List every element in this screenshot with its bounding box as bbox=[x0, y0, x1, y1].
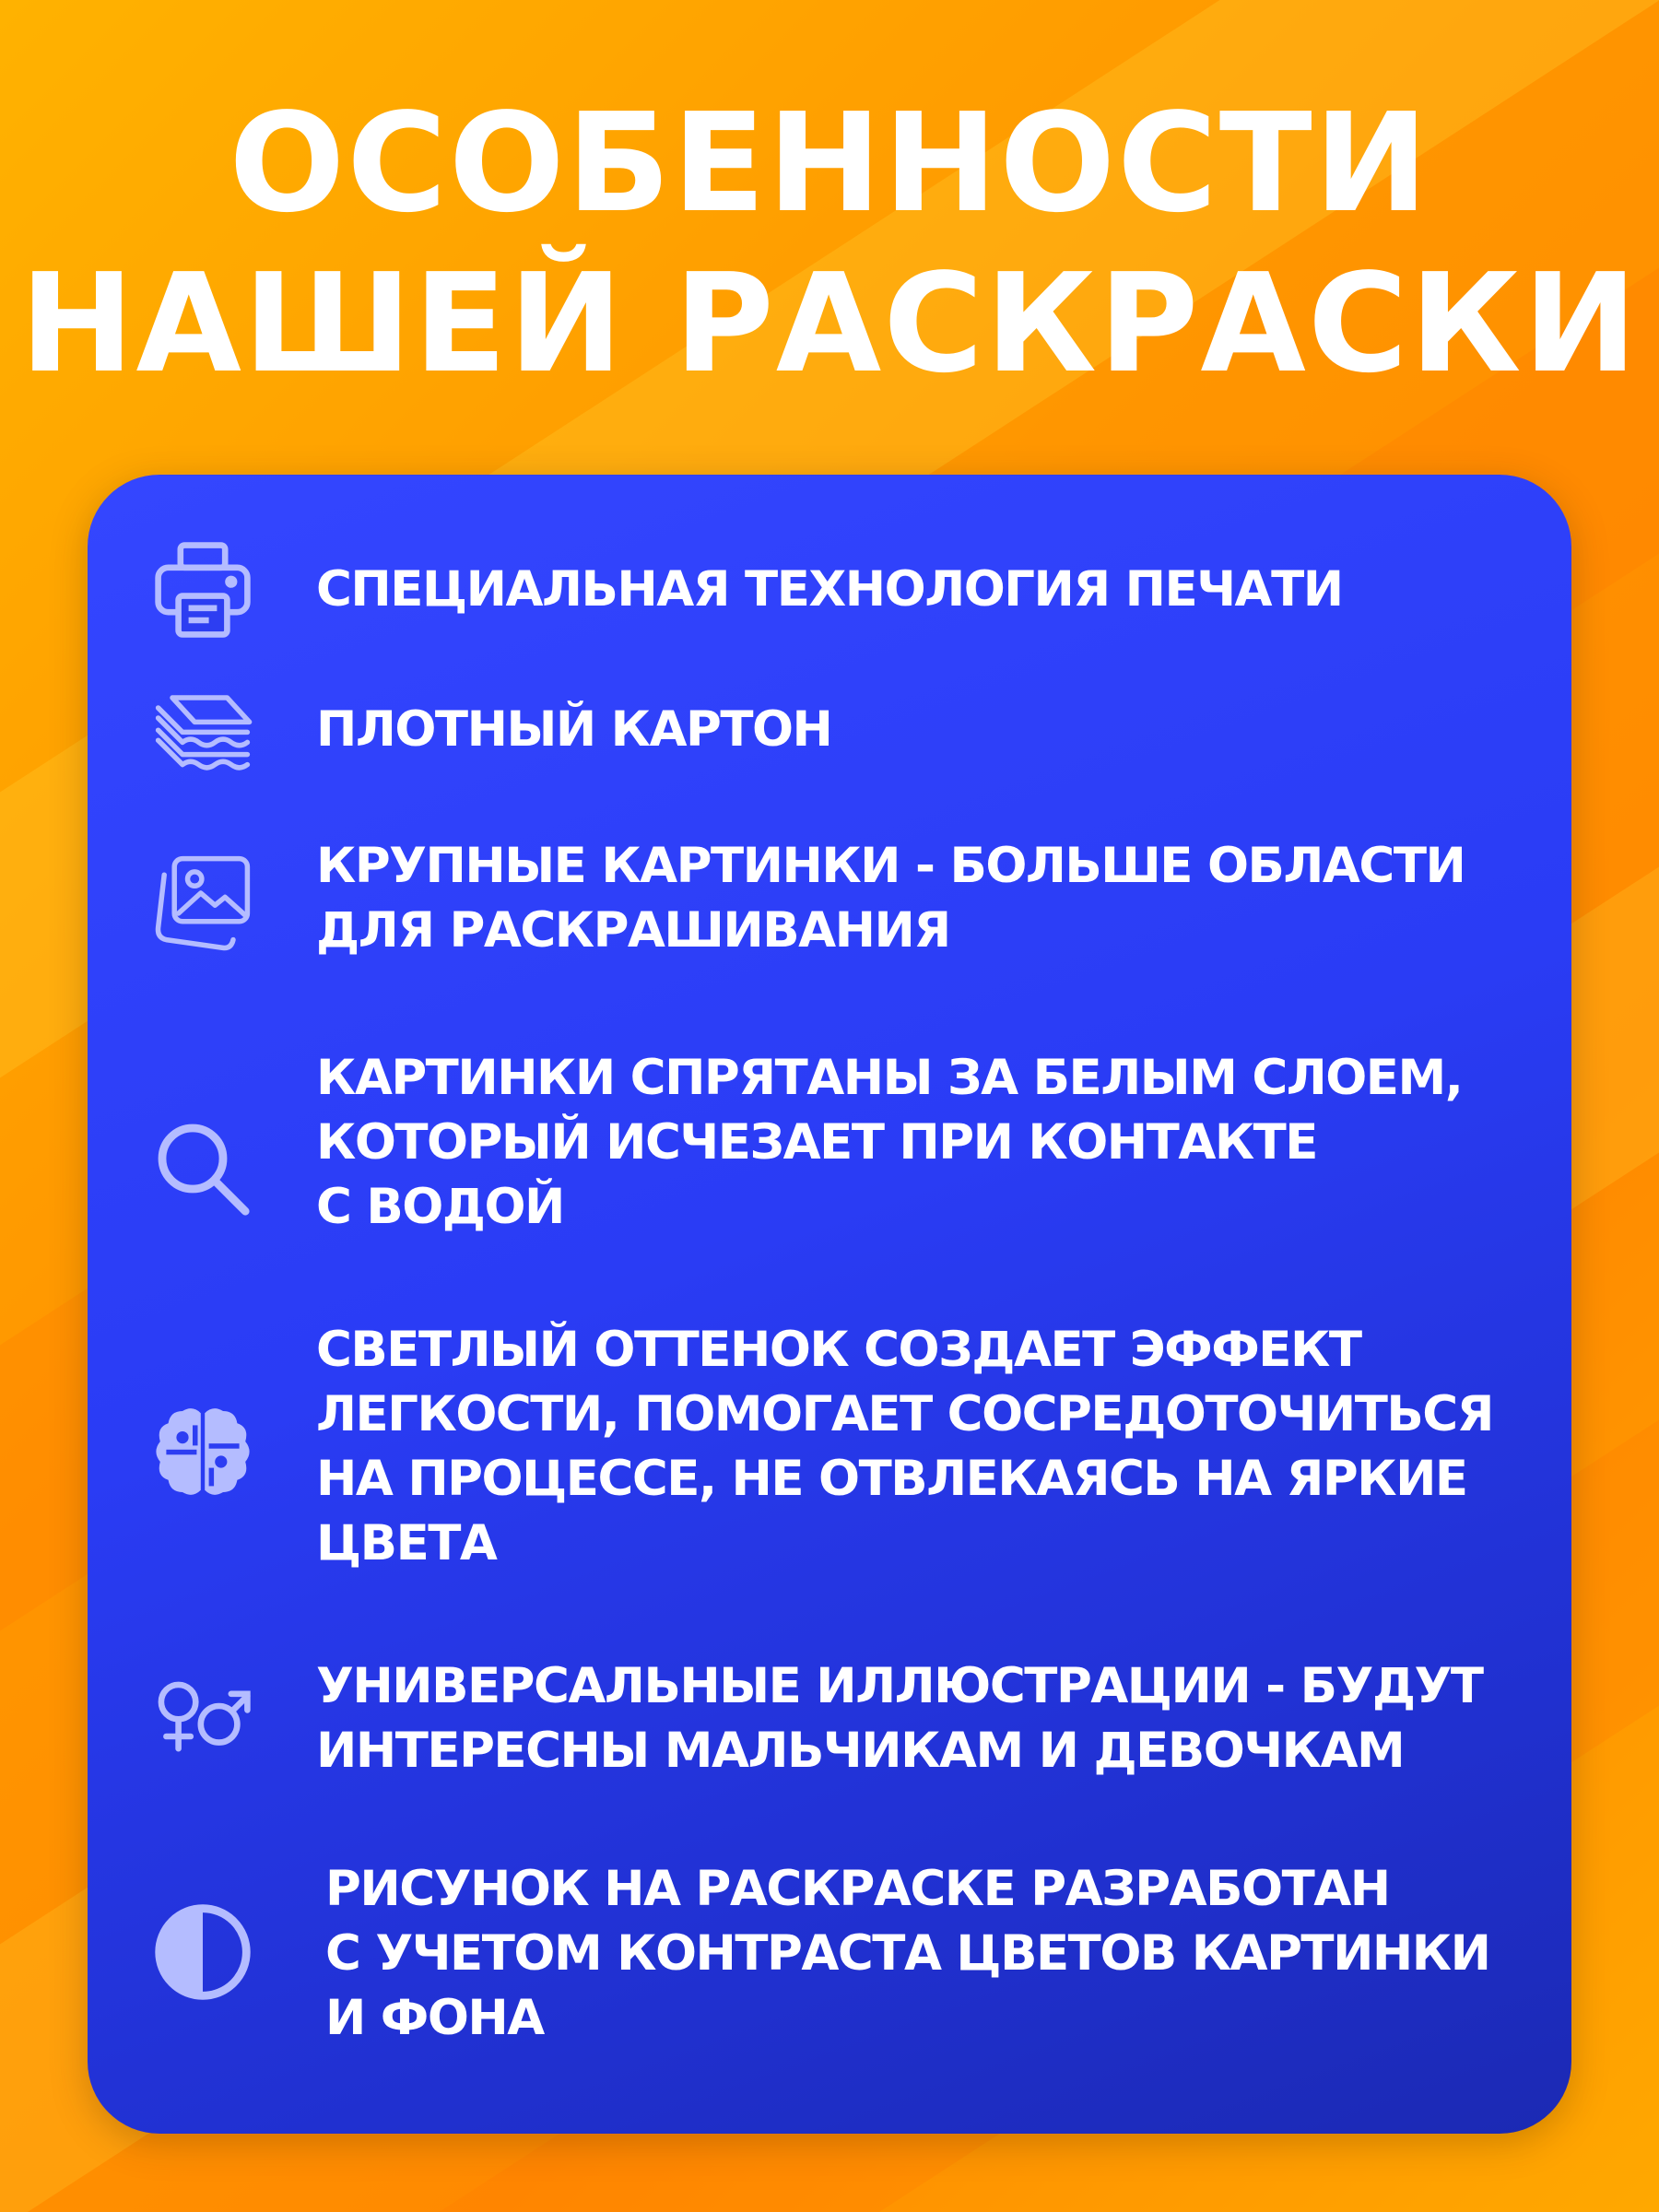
feature-text bbox=[316, 1046, 1542, 1240]
feature-text bbox=[316, 834, 1542, 963]
features-panel bbox=[88, 475, 1571, 2134]
feature-text-line: СВЕТЛЫЙ ОТТЕНОК СОЗДАЕТ ЭФФЕКТ bbox=[316, 1322, 1361, 1378]
printer-icon bbox=[152, 539, 253, 641]
gender-icon bbox=[152, 1665, 253, 1767]
feature-text-line: РИСУНОК НА РАСКРАСКЕ РАЗРАБОТАН bbox=[325, 1861, 1390, 1917]
contrast-icon bbox=[152, 1901, 253, 2003]
feature-text-line: КОТОРЫЙ ИСЧЕЗАЕТ ПРИ КОНТАКТЕ bbox=[316, 1114, 1318, 1171]
feature-text bbox=[316, 1654, 1542, 1783]
feature-text bbox=[325, 1857, 1551, 2051]
feature-text-line: КРУПНЫЕ КАРТИНКИ - БОЛЬШЕ ОБЛАСТИ bbox=[316, 838, 1465, 894]
page-title-line: НАШЕЙ РАСКРАСКИ bbox=[19, 244, 1640, 403]
feature-text-line: ДЛЯ РАСКРАШИВАНИЯ bbox=[316, 902, 950, 959]
feature-text-line: ЦВЕТА bbox=[316, 1515, 497, 1571]
feature-text bbox=[316, 558, 1542, 622]
feature-text-line: С УЧЕТОМ КОНТРАСТА ЦВЕТОВ КАРТИНКИ bbox=[325, 1925, 1490, 1982]
feature-text-line: ПЛОТНЫЙ КАРТОН bbox=[316, 701, 832, 758]
feature-text bbox=[316, 1318, 1542, 1576]
feature-text-line: ИНТЕРЕСНЫ МАЛЬЧИКАМ И ДЕВОЧКАМ bbox=[316, 1723, 1405, 1779]
feature-text-line: С ВОДОЙ bbox=[316, 1179, 564, 1235]
brain-puzzle-icon bbox=[152, 1401, 253, 1502]
feature-text-line: НА ПРОЦЕССЕ, НЕ ОТВЛЕКАЯСЬ НА ЯРКИЕ bbox=[316, 1451, 1467, 1507]
picture-icon bbox=[152, 853, 253, 954]
magnifier-icon bbox=[152, 1118, 253, 1219]
feature-text bbox=[316, 698, 1542, 762]
feature-text-line: КАРТИНКИ СПРЯТАНЫ ЗА БЕЛЫМ СЛОЕМ, bbox=[316, 1050, 1463, 1106]
cardboard-layers-icon bbox=[152, 677, 253, 779]
feature-text-line: ЛЕГКОСТИ, ПОМОГАЕТ СОСРЕДОТОЧИТЬСЯ bbox=[316, 1386, 1493, 1442]
feature-text-line: УНИВЕРСАЛЬНЫЕ ИЛЛЮСТРАЦИИ - БУДУТ bbox=[316, 1658, 1483, 1714]
feature-text-line: И ФОНА bbox=[325, 1990, 544, 2046]
feature-text-line: СПЕЦИАЛЬНАЯ ТЕХНОЛОГИЯ ПЕЧАТИ bbox=[316, 561, 1343, 618]
page-title bbox=[0, 83, 1659, 404]
page-title-line: ОСОБЕННОСТИ bbox=[229, 84, 1430, 242]
